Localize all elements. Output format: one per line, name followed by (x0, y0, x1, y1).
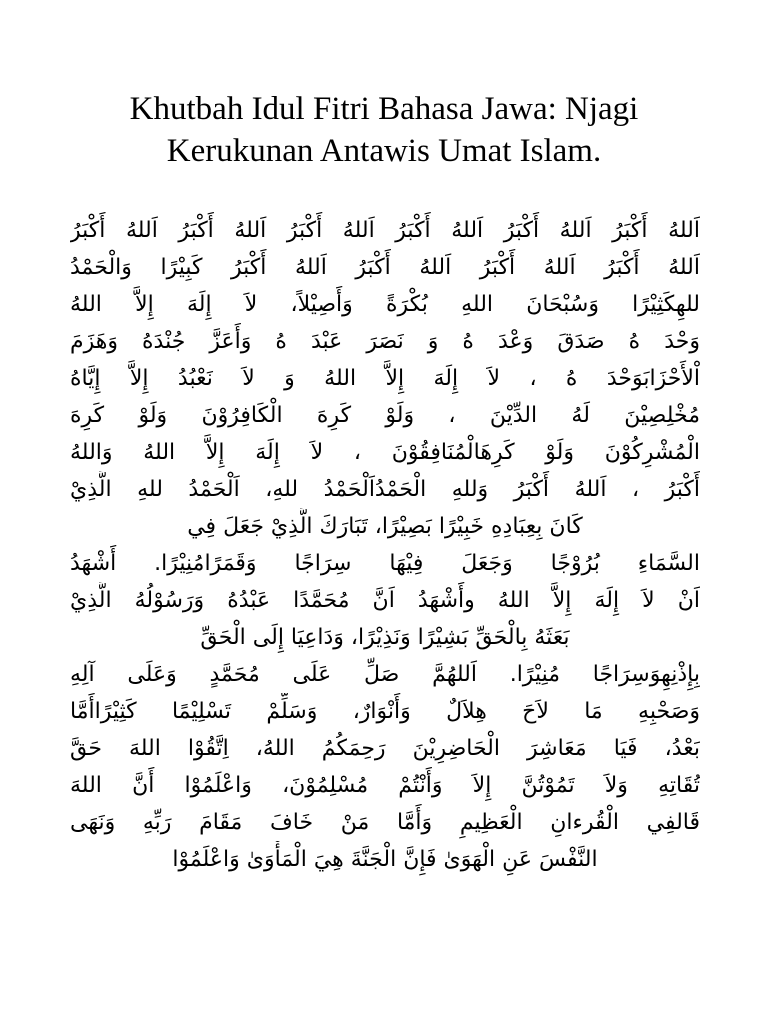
arabic-line: للهِكَثِيْرًا وَسُبْحَانَ اللهِ بُكْرَةً وَأَصِيْلاً، لاَ إِلَهَ إِلاَّ اللهُ (70, 292, 700, 317)
arabic-text-body (70, 212, 700, 878)
arabic-line: الْمُشْرِكُوْنَ وَلَوْ كَرِهَالْمُنَافِقُوْنَ ، لاَ إِلَهَ إِلاَّ اللهُ وَاللهُ (70, 440, 700, 465)
arabic-line: السَّمَاءِ بُرُوْجًا وَجَعَلَ فِيْهَا سِرَاجًا وَقَمَرًامُنِيْرًا. أَشْهَدُ (70, 551, 700, 576)
page-title (60, 88, 708, 172)
arabic-line: اَللهُ أَكْبَرُ اَللهُ أَكْبَرُ اَللهُ أَكْبَرُ اَللهُ أَكْبَرُ اَللهُ أَكْبَرُ اَللهُ أَكْبَرُ (70, 218, 700, 243)
arabic-line: بِإِذْنِهِوَسِرَاجًا مُنِيْرًا. اَللهُمَّ صَلِّ عَلَى مُحَمَّدٍ وَعَلَى آلِهِ (70, 662, 700, 687)
arabic-line: اَنْ لاَ إِلَهَ إِلاَّ اللهُ وأَشْهَدُ اَنَّ مُحَمَّدًا عَبْدُهُ وَرَسُوْلُهُ الَّذِيْ (70, 588, 700, 613)
arabic-line: تُقَاتِهِ وَلاَ تَمُوْتُنَّ إِلاَ وَأَنْتُمْ مُسْلِمُوْنَ، وَاعْلَمُوْا أَنَّ اللهَ (70, 773, 700, 798)
arabic-line: النَّفْسَ عَنِ الْهَوَىٰ فَإِنَّ الْجَنَّةَ هِيَ الْمَأْوَىٰ وَاعْلَمُوْا (172, 847, 598, 872)
arabic-line: مُخْلِصِيْنَ لَهُ الدِّيْنَ ، وَلَوْ كَرِهَ الْكَافِرُوْنَ وَلَوْ كَرِهَ (70, 403, 700, 428)
arabic-line: أَكْبَرُ ، اَللهُ أَكْبَرُ وَللهِ الْحَمْدُاَلْحَمْدُ للهِ، اَلْحَمْدُ للهِ الَّذِيْ (70, 477, 700, 502)
arabic-line: بَعْدُ، فَيَا مَعَاشِرَ الْحَاضِرِيْنَ رَحِمَكُمُ اللهُ، اِتَّقُوْا اللهَ حَقَّ (70, 736, 700, 761)
arabic-line: وَحْدَ هُ صَدَقَ وَعْدَ هُ وَ نَصَرَ عَبْدَ هُ وَأَعَزَّ جُنْدَهُ وَهَزَمَ (70, 329, 700, 354)
title-line: Kerukunan Antawis Umat Islam. (166, 133, 602, 169)
arabic-line: كَانَ بِعِبَادِهِ خَبِيْرًا بَصِيْرًا، تَبَارَكَ الَّذِيْ جَعَلَ فِي (187, 514, 583, 539)
arabic-line: وَصَحْبِهِ مَا لاَحَ هِلاَلٌ وَأَنْوَارٌ، وَسَلِّمْ تَسْلِيْمًا كَثِيْرًاأَمَّا (70, 699, 700, 724)
title-line: Khutbah Idul Fitri Bahasa Jawa: Njagi (129, 91, 639, 127)
arabic-line: اَللهُ أَكْبَرُ اَللهُ أَكْبَرُ اَللهُ أَكْبَرُ اَللهُ أَكْبَرُ كَبِيْرًا وَالْحَمْدُ (70, 255, 700, 280)
arabic-line: اْلأَحْزَابَوَحْدَ هُ ، لاَ إِلَهَ إِلاَّ اللهُ وَ لاَ نَعْبُدُ إِلاَّ إِيَّاهُ (70, 366, 700, 391)
arabic-line: قَالفِي الْقُرءانِ الْعَظِيمِ وَأَمَّا مَنْ خَافَ مَقَامَ رَبِّهِ وَنَهَى (70, 810, 700, 835)
arabic-line: بَعَثَهُ بِالْحَقِّ بَشِيْرًا وَنَذِيْرًا، وَدَاعِيَا إِلَى الْحَقِّ (200, 625, 570, 650)
